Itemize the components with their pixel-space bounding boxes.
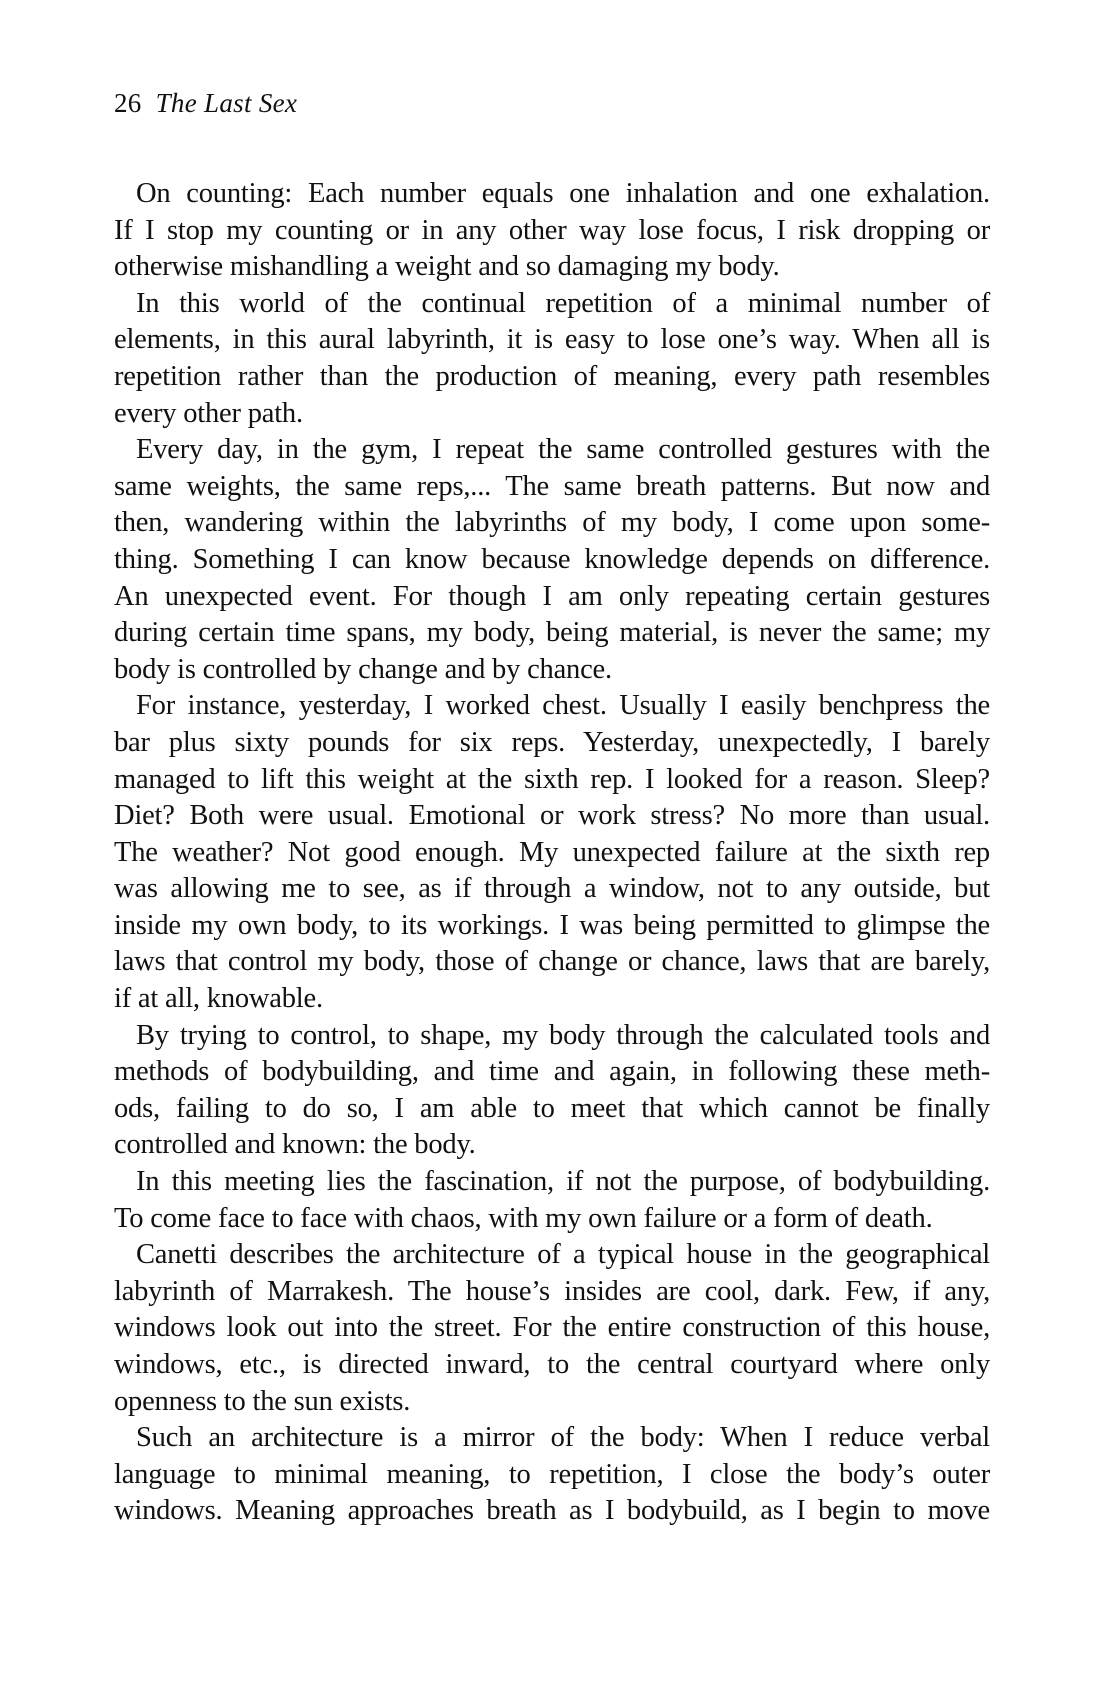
text-line: Diet? Both were usual. Emotional or work stress? No more than usual.: [114, 800, 990, 832]
text-line: openness to the sun exists.: [114, 1385, 411, 1417]
text-line: The weather? Not good enough. My unexpected failure at the sixth rep: [114, 836, 990, 868]
text-line: windows, etc., is directed inward, to the central courtyard where only: [114, 1349, 990, 1380]
text-line: windows look out into the street. For the entire construction of this house,: [114, 1312, 990, 1344]
text-line: By trying to control, to shape, my body through the calculated tools and: [136, 1019, 990, 1051]
text-line: In this world of the continual repetition of a minimal number of: [136, 287, 990, 319]
text-line: during certain time spans, my body, being material, is never the same; my: [114, 617, 990, 649]
body-text: [114, 176, 990, 1530]
page-number: 26: [114, 88, 142, 118]
text-line: To come face to face with chaos, with my own failure or a form of death.: [114, 1202, 933, 1234]
text-line: every other path.: [114, 397, 303, 429]
text-line: inside my own body, to its workings. I was being permitted to glimpse the: [114, 909, 990, 941]
text-line: managed to lift this weight at the sixth rep. I looked for a reason. Sleep?: [114, 763, 990, 795]
text-line: In this meeting lies the fascination, if not the purpose, of bodybuilding.: [136, 1166, 990, 1198]
text-line: otherwise mishandling a weight and so damaging my body.: [114, 251, 780, 283]
text-line: repetition rather than the production of meaning, every path resembles: [114, 360, 990, 392]
text-line: For instance, yesterday, I worked chest. Usually I easily benchpress the: [136, 690, 990, 722]
text-line: labyrinth of Marrakesh. The house’s insides are cool, dark. Few, if any,: [114, 1275, 990, 1307]
text-line: laws that control my body, those of change or chance, laws that are barely,: [114, 946, 990, 978]
text-line: Every day, in the gym, I repeat the same controlled gestures with the: [136, 434, 990, 466]
text-line: Canetti describes the architecture of a typical house in the geographical: [136, 1239, 990, 1271]
text-line: methods of bodybuilding, and time and again, in following these meth-: [114, 1056, 990, 1088]
running-head: [114, 86, 297, 120]
text-line: ods, failing to do so, I am able to meet that which cannot be finally: [114, 1092, 990, 1124]
text-line: elements, in this aural labyrinth, it is easy to lose one’s way. When all is: [114, 324, 990, 356]
book-title: The Last Sex: [155, 88, 298, 118]
text-line: if at all, knowable.: [114, 983, 323, 1015]
text-line: Such an architecture is a mirror of the body: When I reduce verbal: [136, 1422, 990, 1454]
text-line: then, wandering within the labyrinths of my body, I come upon some-: [114, 507, 990, 539]
text-line: was allowing me to see, as if through a window, not to any outside, but: [114, 873, 990, 905]
text-line: language to minimal meaning, to repetition, I close the body’s outer: [114, 1458, 990, 1490]
text-line: An unexpected event. For though I am only repeating certain gestures: [114, 580, 990, 612]
text-line: If I stop my counting or in any other way lose focus, I risk dropping or: [114, 214, 990, 246]
text-line: thing. Something I can know because knowledge depends on difference.: [114, 543, 990, 575]
text-line: windows. Meaning approaches breath as I bodybuild, as I begin to move: [114, 1495, 990, 1527]
text-line: same weights, the same reps,... The same breath patterns. But now and: [114, 470, 990, 502]
text-line: On counting: Each number equals one inhalation and one exhalation.: [136, 178, 990, 209]
text-line: body is controlled by change and by chance.: [114, 653, 612, 685]
text-line: controlled and known: the body.: [114, 1129, 476, 1161]
text-line: bar plus sixty pounds for six reps. Yesterday, unexpectedly, I barely: [114, 726, 990, 758]
